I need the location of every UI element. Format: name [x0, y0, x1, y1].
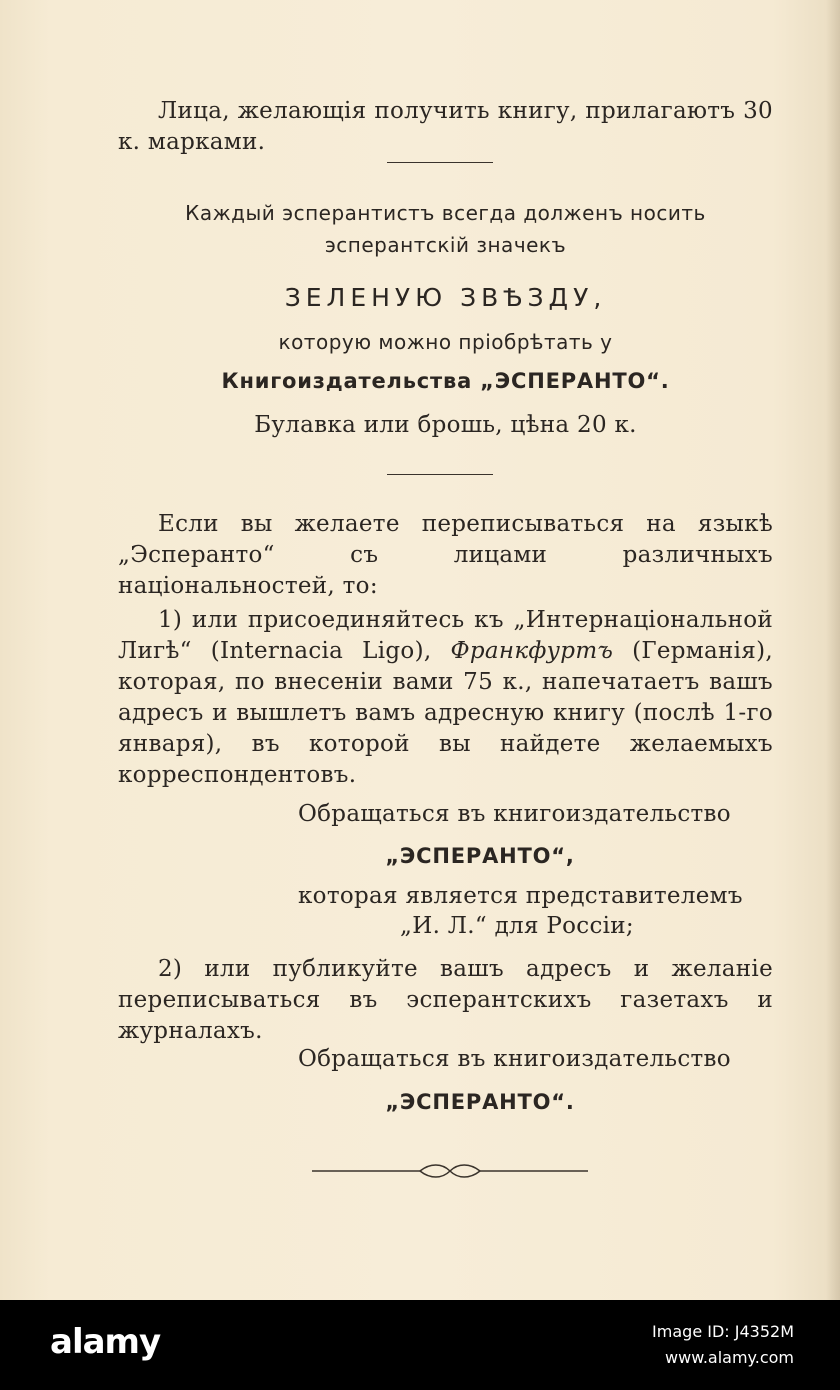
contact-representative: которая является представителемъ — [298, 883, 743, 909]
city-frankfurt: Франкфуртъ — [450, 638, 614, 664]
paragraph-correspondence: Если вы желаете переписываться на языкѣ „Эсперанто“ съ лицами различныхъ національностей, то: — [118, 511, 773, 599]
text-purchase-at: которую можно пріобрѣтать у — [278, 330, 613, 354]
ornament-divider — [312, 1160, 588, 1182]
divider-rule — [387, 474, 493, 475]
paragraph-badge: Каждый эсперантистъ всегда долженъ носить эсперантскій значекъ — [185, 201, 706, 257]
paragraph-book-order: Лица, желающія получить книгу, прилагаютъ 30 к. марками. — [118, 98, 773, 155]
paragraph-option-one — [118, 605, 773, 791]
contact-publisher-name: „ЭСПЕРАНТО“, — [385, 844, 575, 868]
page-edge-shadow — [826, 0, 840, 1300]
paragraph-option-two: 2) или публикуйте вашъ адресъ и желаніе переписываться въ эсперантскихъ газетахъ и журналахъ. — [118, 956, 773, 1044]
text-publisher: Книгоиздательства „ЭСПЕРАНТО“. — [221, 369, 670, 393]
text-price: Булавка или брошь, цѣна 20 к. — [254, 412, 637, 438]
divider-rule — [387, 162, 493, 163]
option-one-text-cont: (Германія), которая, по внесеніи вами 75 к., напечатаетъ вашъ адресъ и вышлетъ вамъ адресную книгу (послѣ 1-го января), въ которой вы найдете желаемыхъ корреспондентовъ. — [118, 638, 773, 788]
contact-line: Обращаться въ книгоиздательство — [298, 801, 731, 827]
contact-region: „И. Л.“ для Россіи; — [400, 913, 634, 939]
contact-publisher-name: „ЭСПЕРАНТО“. — [385, 1090, 575, 1114]
image-id: Image ID: J4352M — [652, 1322, 794, 1341]
watermark-logo: alamy — [50, 1322, 161, 1362]
option-one-text: 1) или присоединяйтесь къ „Интернаціональной Лигѣ“ (Internacia Ligo), — [118, 607, 773, 664]
heading-green-star: ЗЕЛЕНУЮ ЗВѢЗДУ, — [284, 283, 607, 312]
site-url: www.alamy.com — [665, 1348, 794, 1367]
contact-line: Обращаться въ книгоиздательство — [298, 1046, 731, 1072]
